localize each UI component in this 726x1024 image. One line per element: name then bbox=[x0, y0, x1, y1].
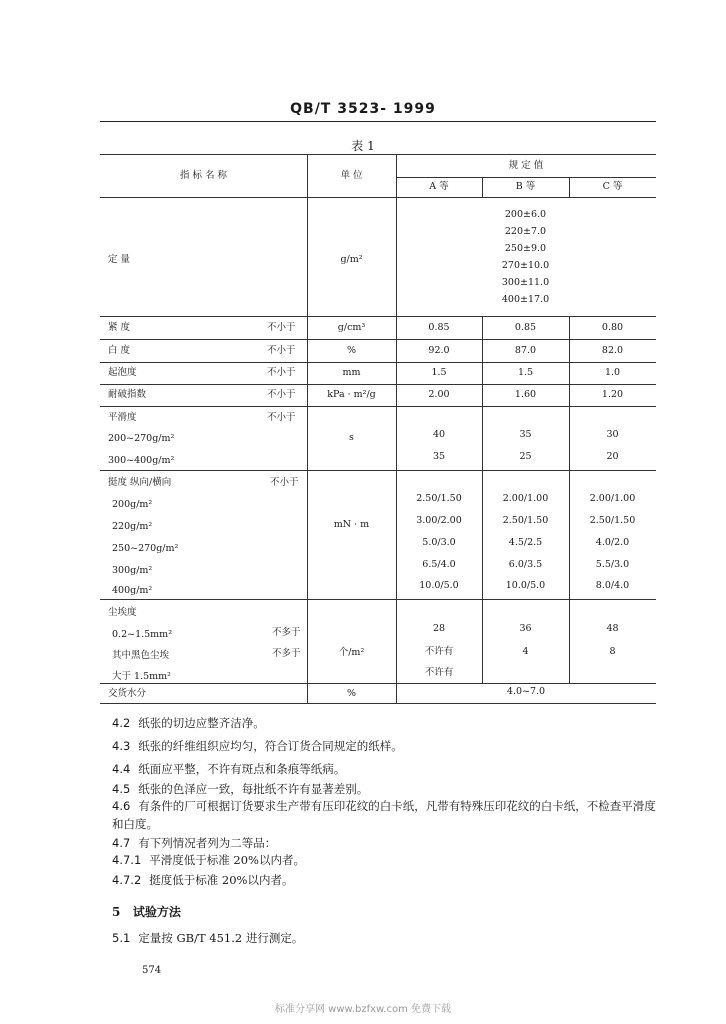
table-rule bbox=[100, 197, 656, 198]
cell-a: 3.00/2.00 bbox=[416, 515, 462, 526]
cell-c: 8.0/4.0 bbox=[595, 580, 630, 591]
unit-dirt: 个/m² bbox=[338, 647, 365, 658]
cell-b: 1.60 bbox=[514, 389, 537, 400]
cell-a: 5.0/3.0 bbox=[422, 537, 456, 548]
cond-burst-index: 不小于 bbox=[267, 389, 296, 400]
row-label-moisture: 交货水分 bbox=[108, 688, 147, 699]
clause bbox=[112, 851, 657, 869]
clause-number: 4.7.2 bbox=[112, 873, 142, 887]
grammage-value: 400±17.0 bbox=[501, 294, 550, 305]
cell-c: 5.5/3.0 bbox=[595, 559, 630, 570]
sub-row-label: 300g/m² bbox=[112, 565, 153, 576]
table-rule bbox=[100, 316, 656, 317]
clause bbox=[112, 929, 657, 947]
clause-number: 4.5 bbox=[112, 782, 131, 796]
table-rule bbox=[307, 154, 308, 703]
cell-a: 2.50/1.50 bbox=[416, 493, 462, 504]
clause bbox=[112, 737, 657, 755]
clause-text: 纸张的切边应整齐洁净。 bbox=[138, 716, 265, 730]
row-label-burst-index: 耐破指数 bbox=[108, 389, 147, 400]
clause-number: 4.7.1 bbox=[112, 853, 142, 867]
table-rule bbox=[100, 154, 656, 155]
cell-b: 2.00/1.00 bbox=[502, 493, 549, 504]
row-label-blister: 起泡度 bbox=[108, 367, 137, 378]
unit-moisture: % bbox=[346, 688, 357, 699]
unit-blister: mm bbox=[342, 367, 361, 378]
cell-a: 1.5 bbox=[431, 367, 447, 378]
row-label-smoothness: 平滑度 bbox=[108, 412, 137, 423]
clause-text: 有下列情况者列为二等品： bbox=[138, 836, 277, 850]
cell-a: 2.00 bbox=[428, 389, 450, 400]
col-header-spec: 规 定 值 bbox=[508, 160, 544, 171]
standard-number-header: QB/T 3523- 1999 bbox=[290, 101, 436, 117]
cell-b: 36 bbox=[519, 623, 532, 634]
row-label-stiffness: 挺度 纵向/横向 bbox=[108, 477, 172, 488]
table-rule bbox=[100, 384, 656, 385]
cell-b: 87.0 bbox=[514, 345, 537, 356]
sub-row-label: 0.2~1.5mm² bbox=[112, 629, 173, 640]
clause-text: 纸张的色泽应一致，每批纸不许有显著差别。 bbox=[138, 782, 369, 796]
clause bbox=[112, 780, 657, 798]
clause bbox=[112, 834, 657, 852]
cond-stiffness: 不小于 bbox=[270, 477, 299, 488]
row-label-dirt: 尘埃度 bbox=[108, 607, 137, 618]
clause-text: 纸面应平整，不许有斑点和条痕等纸病。 bbox=[138, 762, 346, 776]
table-rule bbox=[100, 599, 656, 600]
cond-dirt: 不多于 bbox=[272, 648, 301, 659]
cell-a: 0.85 bbox=[428, 322, 450, 333]
row-label-tightness: 紧 度 bbox=[108, 322, 131, 333]
clause bbox=[112, 714, 657, 732]
clause-text: 挺度低于标准 20%以内者。 bbox=[149, 873, 294, 887]
unit-grammage: g/m² bbox=[340, 254, 363, 265]
table-rule bbox=[100, 362, 656, 363]
cond-tightness: 不小于 bbox=[267, 322, 296, 333]
cond-dirt: 不多于 bbox=[272, 627, 301, 638]
watermark-footer: 标准分享网 www.bzfxw.com 免费下载 bbox=[275, 1004, 451, 1015]
sub-row-label: 220g/m² bbox=[112, 521, 153, 532]
cell-a: 不许有 bbox=[424, 667, 454, 678]
clause-text: 平滑度低于标准 20%以内者。 bbox=[149, 853, 305, 867]
section-heading bbox=[112, 903, 181, 920]
cell-c: 20 bbox=[606, 451, 619, 462]
cell-a: 28 bbox=[432, 623, 446, 634]
cell-b: 4 bbox=[522, 646, 529, 657]
cell-b: 25 bbox=[519, 451, 532, 462]
table-rule bbox=[100, 470, 656, 471]
table-rule bbox=[396, 177, 656, 178]
sub-row-label: 400g/m² bbox=[112, 585, 153, 596]
grammage-value: 220±7.0 bbox=[504, 226, 547, 237]
cell-b: 2.50/1.50 bbox=[502, 515, 549, 526]
header-rule bbox=[100, 121, 656, 122]
sub-row-label: 200~270g/m² bbox=[108, 433, 175, 444]
sub-row-label: 250~270g/m² bbox=[112, 543, 179, 554]
cell-c: 0.80 bbox=[601, 322, 624, 333]
clause-text: 定量按 GB/T 451.2 进行测定。 bbox=[138, 931, 304, 945]
table-rule bbox=[100, 406, 656, 407]
clause-number: 4.4 bbox=[112, 762, 131, 776]
row-label-grammage: 定 量 bbox=[108, 254, 131, 265]
clause bbox=[112, 760, 657, 778]
cell-a: 92.0 bbox=[428, 345, 450, 356]
cell-a: 35 bbox=[432, 451, 446, 462]
table-rule bbox=[100, 683, 656, 684]
cell-b: 35 bbox=[519, 429, 532, 440]
clause-text: 有条件的厂可根据订货要求生产带有压印花纹的白卡纸，凡带有特殊压印花纹的白卡纸，不检查平滑度和白度。 bbox=[112, 799, 656, 831]
grammage-value: 270±10.0 bbox=[501, 260, 550, 271]
cell-c: 4.0/2.0 bbox=[595, 537, 630, 548]
clause-number: 5.1 bbox=[112, 931, 131, 945]
col-header-unit: 单 位 bbox=[340, 170, 363, 181]
cell-b: 0.85 bbox=[514, 322, 537, 333]
section-number: 5 bbox=[112, 905, 121, 919]
row-label-whiteness: 白 度 bbox=[108, 345, 131, 356]
cell-a: 不许有 bbox=[424, 646, 454, 657]
unit-stiffness: mN · m bbox=[333, 519, 370, 530]
cell-b: 10.0/5.0 bbox=[505, 580, 546, 591]
clause-number: 4.2 bbox=[112, 716, 131, 730]
table-rule bbox=[100, 339, 656, 340]
sub-row-label: 其中黑色尘埃 bbox=[112, 650, 170, 661]
cond-blister: 不小于 bbox=[267, 367, 296, 378]
cell-a: 40 bbox=[432, 429, 446, 440]
col-header-grade-a: A 等 bbox=[429, 181, 449, 192]
sub-row-label: 200g/m² bbox=[112, 499, 153, 510]
unit-burst-index: kPa · m²/g bbox=[327, 389, 376, 400]
cell-c: 8 bbox=[609, 646, 616, 657]
section-title: 试验方法 bbox=[132, 905, 181, 919]
clause-number: 4.3 bbox=[112, 739, 131, 753]
table-caption: 表 1 bbox=[351, 139, 375, 153]
grammage-value: 250±9.0 bbox=[504, 243, 547, 254]
cell-b: 4.5/2.5 bbox=[508, 537, 543, 548]
clause-text: 纸张的纤维组织应均匀，符合订货合同规定的纸样。 bbox=[138, 739, 403, 753]
cell-b: 6.0/3.5 bbox=[508, 559, 543, 570]
unit-smoothness: s bbox=[349, 432, 354, 443]
cell-c: 2.50/1.50 bbox=[589, 515, 636, 526]
cell-a: 10.0/5.0 bbox=[419, 580, 459, 591]
cond-smoothness: 不小于 bbox=[267, 412, 296, 423]
cell-a: 6.5/4.0 bbox=[422, 559, 456, 570]
sub-row-label: 大于 1.5mm² bbox=[112, 671, 171, 682]
unit-whiteness: % bbox=[346, 345, 357, 356]
clause-number: 4.6 bbox=[112, 799, 131, 813]
cell-b: 1.5 bbox=[517, 367, 534, 378]
grammage-value: 300±11.0 bbox=[501, 277, 550, 288]
cell-c: 48 bbox=[606, 623, 619, 634]
col-header-grade-b: B 等 bbox=[515, 181, 536, 192]
table-rule bbox=[100, 703, 656, 704]
clause bbox=[112, 797, 657, 833]
cell-moisture-value: 4.0~7.0 bbox=[506, 686, 546, 697]
cell-c: 2.00/1.00 bbox=[589, 493, 636, 504]
cond-whiteness: 不小于 bbox=[267, 345, 296, 356]
cell-c: 30 bbox=[606, 429, 619, 440]
clause-number: 4.7 bbox=[112, 836, 131, 850]
cell-c: 1.0 bbox=[604, 367, 621, 378]
col-header-grade-c: C 等 bbox=[602, 181, 623, 192]
cell-c: 82.0 bbox=[601, 345, 624, 356]
clause bbox=[112, 871, 657, 889]
col-header-indicator: 指 标 名 称 bbox=[179, 170, 228, 181]
cell-c: 1.20 bbox=[601, 389, 624, 400]
sub-row-label: 300~400g/m² bbox=[108, 455, 175, 466]
grammage-value: 200±6.0 bbox=[504, 209, 547, 220]
unit-tightness: g/cm³ bbox=[337, 322, 366, 333]
page-number: 574 bbox=[142, 965, 162, 976]
